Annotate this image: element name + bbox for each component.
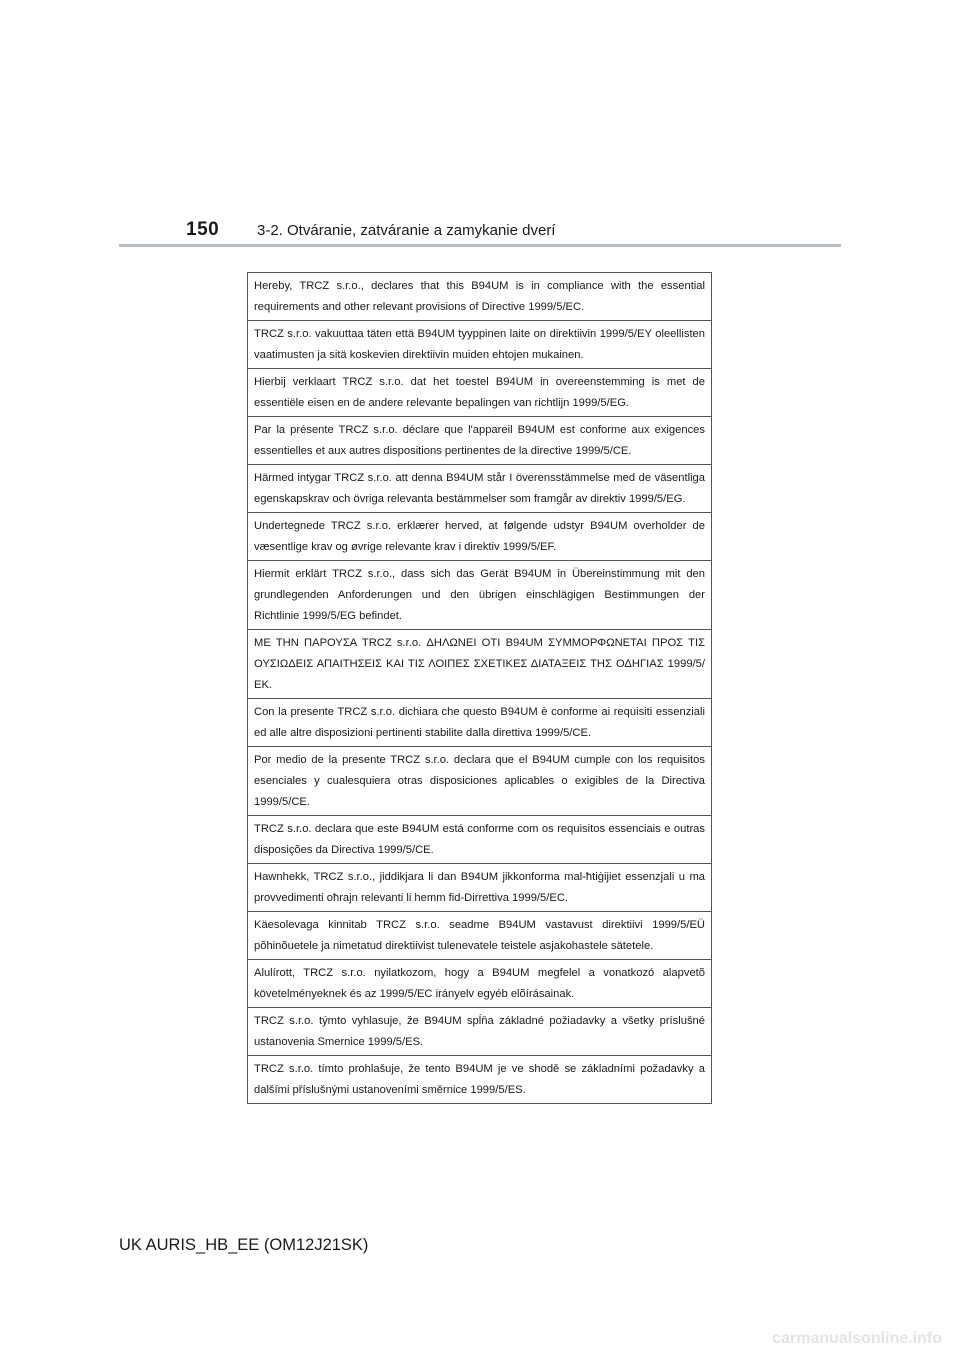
declaration-dutch: Hierbij verklaart TRCZ s.r.o. dat het toestel B94UM in overeenstemming is met de essentiële eisen en de andere relevante bepalingen van richtlijn 1999/5/EG. — [248, 369, 711, 417]
declaration-greek: ΜΕ ΤΗΝ ΠΑΡΟΥΣΑ TRCZ s.r.o. ΔΗΛΩΝΕΙ ΟΤΙ B94UM ΣΥΜΜΟΡΦΩΝΕΤΑΙ ΠΡΟΣ ΤΙΣ ΟΥΣΙΩΔΕΙΣ ΑΠΑΙΤΗΣΕΙΣ ΚΑΙ ΤΙΣ ΛΟΙΠΕΣ ΣΧΕΤΙΚΕΣ ΔΙΑΤΑΞΕΙΣ ΤΗΣ ΟΔΗΓΙΑΣ 1999/5/ΕΚ. — [248, 630, 711, 699]
manual-code: UK AURIS_HB_EE (OM12J21SK) — [119, 1236, 369, 1254]
declaration-portuguese: TRCZ s.r.o. declara que este B94UM está conforme com os requisitos essenciais e outras disposições da Directiva 1999/5/CE. — [248, 816, 711, 864]
declaration-german: Hiermit erklärt TRCZ s.r.o., dass sich das Gerät B94UM in Übereinstimmung mit den grundlegenden Anforderungen und den übrigen einschlägigen Bestimmungen der Richtlinie 1999/5/EG befindet. — [248, 561, 711, 630]
declaration-spanish: Por medio de la presente TRCZ s.r.o. declara que el B94UM cumple con los requisitos esenciales y cualesquiera otras disposiciones aplicables o exigibles de la Directiva 1999/5/CE. — [248, 747, 711, 816]
declaration-slovak: TRCZ s.r.o. týmto vyhlasuje, že B94UM spĺňa základné požiadavky a všetky príslušné ustanovenia Smernice 1999/5/ES. — [248, 1008, 711, 1056]
page-number: 150 — [186, 219, 220, 240]
watermark: carmanualsonline.info — [772, 1330, 942, 1347]
declaration-estonian: Käesolevaga kinnitab TRCZ s.r.o. seadme B94UM vastavust direktiivi 1999/5/EÜ põhinõuetele ja nimetatud direktiivist tulenevatele teistele asjakohastele sätetele. — [248, 912, 711, 960]
section-title: 3-2. Otváranie, zatváranie a zamykanie dverí — [257, 222, 556, 239]
header-divider — [119, 244, 841, 247]
declaration-maltese: Hawnhekk, TRCZ s.r.o., jiddikjara li dan B94UM jikkonforma mal-ħtiġijiet essenzjali u ma provvedimenti oħrajn relevanti li hemm fid-Dirrettiva 1999/5/EC. — [248, 864, 711, 912]
declaration-english: Hereby, TRCZ s.r.o., declares that this B94UM is in compliance with the essential requirements and other relevant provisions of Directive 1999/5/EC. — [248, 273, 711, 321]
declaration-swedish: Härmed intygar TRCZ s.r.o. att denna B94UM står I överensstämmelse med de väsentliga egenskapskrav och övriga relevanta bestämmelser som framgår av direktiv 1999/5/EG. — [248, 465, 711, 513]
declaration-czech: TRCZ s.r.o. tímto prohlašuje, že tento B94UM je ve shodě se základními požadavky a dalšími příslušnými ustanoveními směrnice 1999/5/ES. — [254, 1063, 705, 1096]
declaration-italian: Con la presente TRCZ s.r.o. dichiara che questo B94UM è conforme ai requisiti essenziali ed alle altre disposizioni pertinenti stabilite dalla direttiva 1999/5/CE. — [248, 699, 711, 747]
declaration-french: Par la présente TRCZ s.r.o. déclare que l'appareil B94UM est conforme aux exigences essentielles et aux autres dispositions pertinentes de la directive 1999/5/CE. — [248, 417, 711, 465]
declaration-danish: Undertegnede TRCZ s.r.o. erklærer herved, at følgende udstyr B94UM overholder de væsentlige krav og øvrige relevante krav i direktiv 1999/5/EF. — [248, 513, 711, 561]
declaration-finnish: TRCZ s.r.o. vakuuttaa täten että B94UM tyyppinen laite on direktiivin 1999/5/EY oleellisten vaatimusten ja sitä koskevien direktiivin muiden ehtojen mukainen. — [248, 321, 711, 369]
declaration-hungarian: Alulírott, TRCZ s.r.o. nyilatkozom, hogy a B94UM megfelel a vonatkozó alapvetõ követelményeknek és az 1999/5/EC irányelv egyéb elõírásainak. — [248, 960, 711, 1008]
declaration-table — [247, 272, 712, 1104]
